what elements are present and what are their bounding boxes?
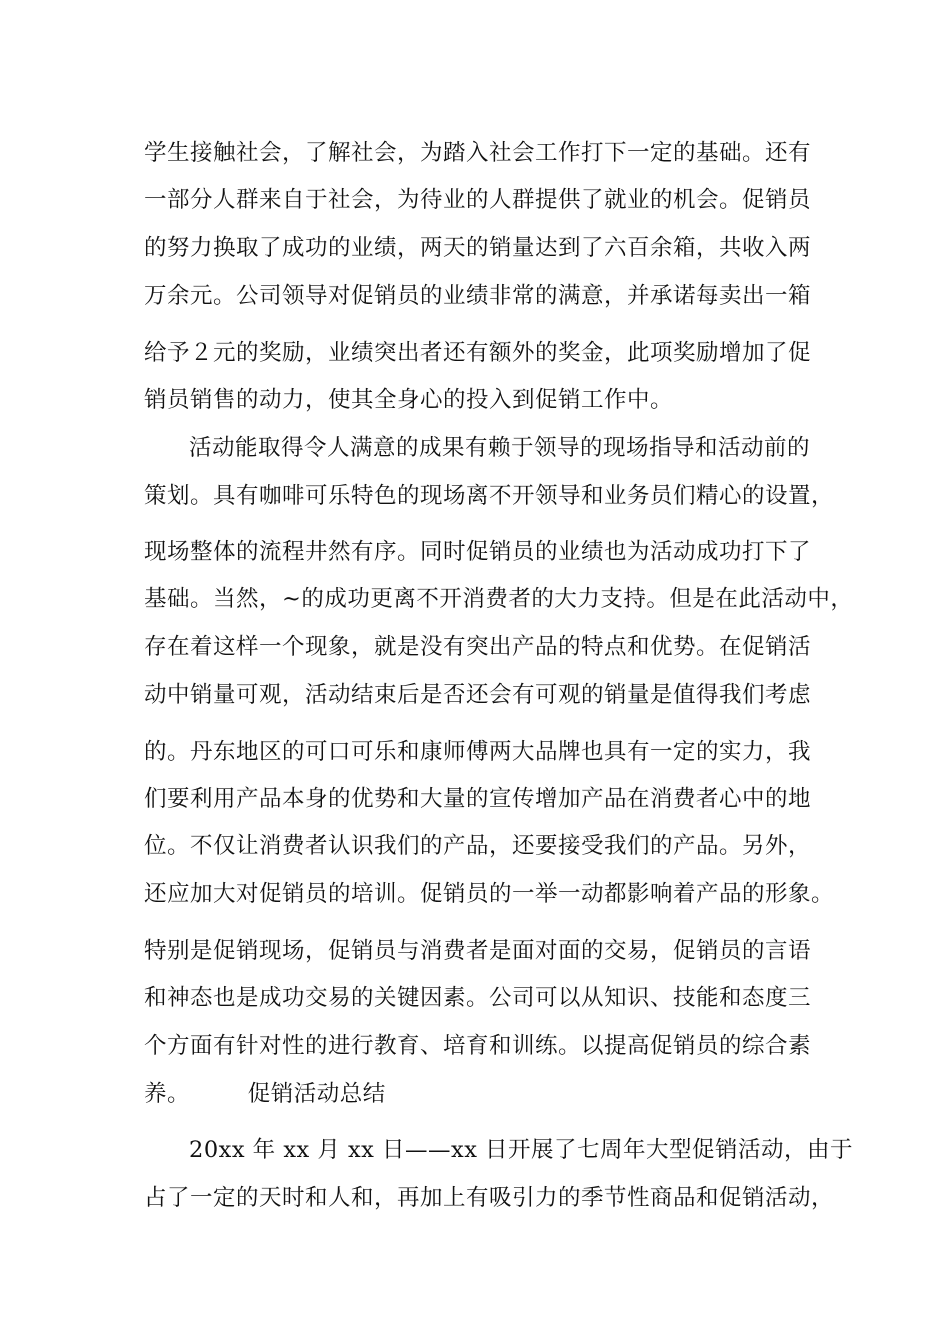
text-line: 销员销售的动力，使其全身心的投入到促销工作中。	[144, 387, 674, 413]
text-line: 个方面有针对性的进行教育、培育和训练。以提高促销员的综合素	[144, 1033, 812, 1059]
text-line: 位。不仅让消费者认识我们的产品，还要接受我们的产品。另外，	[144, 833, 812, 859]
text-line: 养。 促销活动总结	[144, 1081, 386, 1107]
text-line: 现场整体的流程井然有序。同时促销员的业绩也为活动成功打下了	[144, 539, 812, 565]
text-line: 占了一定的天时和人和，再加上有吸引力的季节性商品和促销活动，	[144, 1185, 835, 1211]
text-line: 一部分人群来自于社会，为待业的人群提供了就业的机会。促销员	[144, 187, 812, 213]
text-line: 特别是促销现场，促销员与消费者是面对面的交易，促销员的言语	[144, 938, 812, 964]
text-line: 和神态也是成功交易的关键因素。公司可以从知识、技能和态度三	[144, 985, 812, 1011]
paragraph-first-line: 20xx 年 xx 月 xx 日——xx 日开展了七周年大型促销活动，由于	[189, 1137, 854, 1163]
text-line: 万余元。公司领导对促销员的业绩非常的满意，并承诺每卖出一箱	[144, 283, 812, 309]
text-line: 给予２元的奖励，业绩突出者还有额外的奖金，此项奖励增加了促	[144, 340, 812, 366]
text-line: 的努力换取了成功的业绩，两天的销量达到了六百余箱，共收入两	[144, 235, 812, 261]
text-line: 学生接触社会，了解社会，为踏入社会工作打下一定的基础。还有	[144, 140, 812, 166]
text-line: 还应加大对促销员的培训。促销员的一举一动都影响着产品的形象。	[144, 881, 835, 907]
text-line: 基础。当然，~的成功更离不开消费者的大力支持。但是在此活动中，	[144, 586, 854, 612]
paragraph-first-line: 活动能取得令人满意的成果有赖于领导的现场指导和活动前的	[189, 435, 811, 461]
text-line: 们要利用产品本身的优势和大量的宣传增加产品在消费者心中的地	[144, 786, 812, 812]
text-line: 存在着这样一个现象，就是没有突出产品的特点和优势。在促销活	[144, 634, 812, 660]
text-line: 策划。具有咖啡可乐特色的现场离不开领导和业务员们精心的设置，	[144, 483, 835, 509]
text-line: 动中销量可观，活动结束后是否还会有可观的销量是值得我们考虑	[144, 682, 812, 708]
text-line: 的。丹东地区的可口可乐和康师傅两大品牌也具有一定的实力，我	[144, 739, 812, 765]
